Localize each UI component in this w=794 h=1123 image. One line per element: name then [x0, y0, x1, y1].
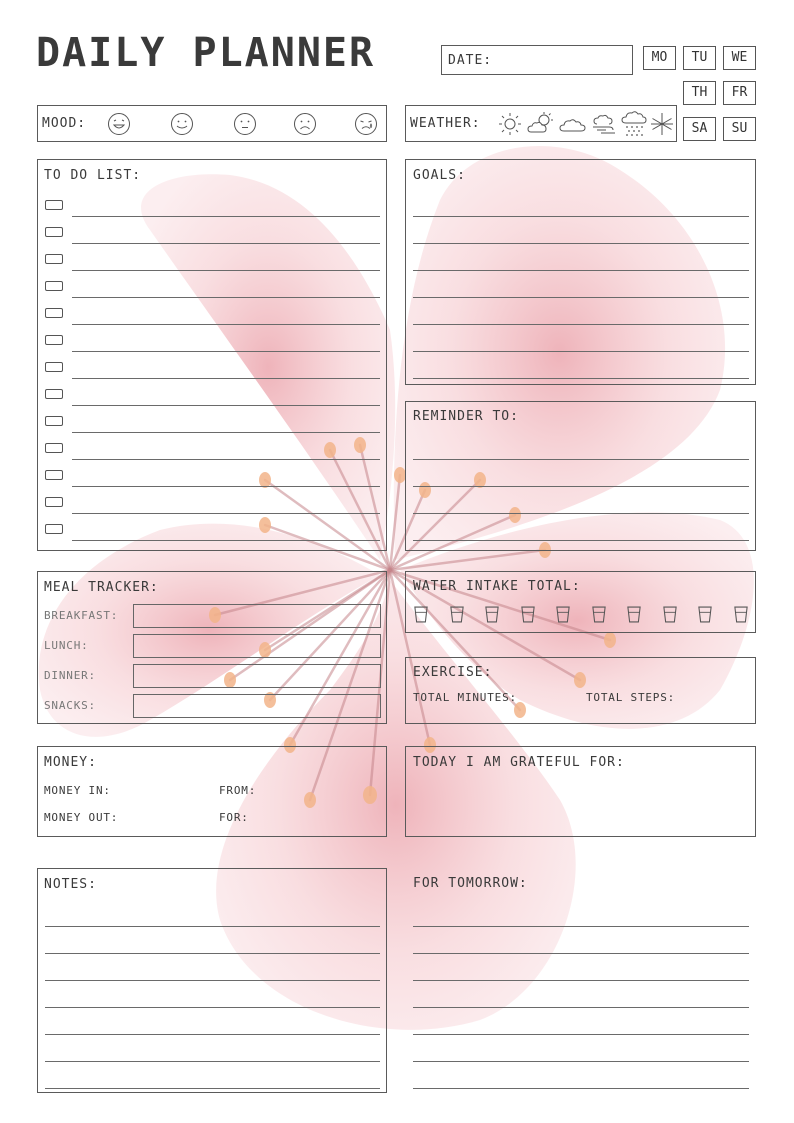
tomorrow-line[interactable]	[413, 953, 749, 954]
breakfast-field[interactable]	[133, 604, 381, 628]
todo-line[interactable]	[72, 216, 380, 217]
snacks-field[interactable]	[133, 694, 381, 718]
water-cup-icon[interactable]	[556, 606, 570, 623]
tomorrow-line[interactable]	[413, 926, 749, 927]
money-for-label[interactable]: FOR:	[219, 811, 249, 824]
sun-icon[interactable]	[498, 112, 522, 136]
meal-title: MEAL TRACKER:	[44, 580, 159, 595]
breakfast-label: BREAKFAST:	[44, 609, 119, 622]
water-cup-icon[interactable]	[450, 606, 464, 623]
todo-checkbox[interactable]	[45, 254, 63, 264]
sad-face-icon[interactable]	[293, 112, 317, 136]
goals-line[interactable]	[413, 324, 749, 325]
laughing-face-icon[interactable]	[107, 112, 131, 136]
goals-line[interactable]	[413, 243, 749, 244]
water-intake-section	[405, 571, 756, 633]
todo-checkbox[interactable]	[45, 470, 63, 480]
water-cup-icon[interactable]	[485, 606, 499, 623]
sun-cloud-icon[interactable]	[527, 112, 555, 136]
dinner-label: DINNER:	[44, 669, 96, 682]
reminder-title: REMINDER TO:	[413, 409, 519, 424]
dinner-field[interactable]	[133, 664, 381, 688]
notes-line[interactable]	[45, 953, 380, 954]
todo-line[interactable]	[72, 540, 380, 541]
weather-section	[405, 105, 677, 142]
day-mo[interactable]: MO	[643, 46, 676, 70]
exercise-title: EXERCISE:	[413, 665, 493, 680]
water-cup-icon[interactable]	[698, 606, 712, 623]
todo-checkbox[interactable]	[45, 335, 63, 345]
day-tu[interactable]: TU	[683, 46, 716, 70]
total-minutes-label[interactable]: TOTAL MINUTES:	[413, 691, 517, 704]
day-sa[interactable]: SA	[683, 117, 716, 141]
todo-line[interactable]	[72, 513, 380, 514]
money-from-label[interactable]: FROM:	[219, 784, 257, 797]
reminder-line[interactable]	[413, 513, 749, 514]
todo-line[interactable]	[72, 351, 380, 352]
todo-line[interactable]	[72, 297, 380, 298]
day-we[interactable]: WE	[723, 46, 756, 70]
page-title: DAILY PLANNER	[36, 30, 376, 76]
tomorrow-line[interactable]	[413, 1088, 749, 1089]
mood-label: MOOD:	[42, 116, 87, 131]
total-steps-label[interactable]: TOTAL STEPS:	[586, 691, 676, 704]
todo-checkbox[interactable]	[45, 281, 63, 291]
water-cup-icon[interactable]	[414, 606, 428, 623]
goals-line[interactable]	[413, 270, 749, 271]
snow-rain-icon[interactable]	[621, 110, 647, 138]
goals-line[interactable]	[413, 216, 749, 217]
todo-section	[37, 159, 387, 551]
money-in-label[interactable]: MONEY IN:	[44, 784, 111, 797]
todo-line[interactable]	[72, 270, 380, 271]
tomorrow-line[interactable]	[413, 1034, 749, 1035]
money-out-label[interactable]: MONEY OUT:	[44, 811, 119, 824]
money-section	[37, 746, 387, 837]
notes-line[interactable]	[45, 1034, 380, 1035]
tomorrow-line[interactable]	[413, 1061, 749, 1062]
crying-face-icon[interactable]	[354, 112, 378, 136]
tomorrow-title: FOR TOMORROW:	[413, 876, 528, 891]
windy-icon[interactable]	[591, 112, 619, 136]
todo-checkbox[interactable]	[45, 200, 63, 210]
day-fr[interactable]: FR	[723, 81, 756, 105]
todo-checkbox[interactable]	[45, 497, 63, 507]
todo-line[interactable]	[72, 324, 380, 325]
date-field[interactable]	[441, 45, 633, 75]
cloud-icon[interactable]	[559, 112, 587, 136]
money-title: MONEY:	[44, 755, 97, 770]
todo-line[interactable]	[72, 459, 380, 460]
notes-title: NOTES:	[44, 877, 97, 892]
todo-line[interactable]	[72, 378, 380, 379]
water-cup-icon[interactable]	[521, 606, 535, 623]
todo-checkbox[interactable]	[45, 389, 63, 399]
water-title: WATER INTAKE TOTAL:	[413, 579, 581, 594]
todo-checkbox[interactable]	[45, 443, 63, 453]
weather-label: WEATHER:	[410, 116, 481, 131]
meal-tracker-section	[37, 571, 387, 724]
reminder-section	[405, 401, 756, 551]
day-th[interactable]: TH	[683, 81, 716, 105]
todo-line[interactable]	[72, 405, 380, 406]
goals-line[interactable]	[413, 351, 749, 352]
date-label: DATE:	[448, 53, 493, 68]
todo-line[interactable]	[72, 432, 380, 433]
todo-line[interactable]	[72, 243, 380, 244]
exercise-section	[405, 657, 756, 724]
tomorrow-line[interactable]	[413, 1007, 749, 1008]
goals-line[interactable]	[413, 378, 749, 379]
lunch-field[interactable]	[133, 634, 381, 658]
water-cup-icon[interactable]	[627, 606, 641, 623]
todo-checkbox[interactable]	[45, 416, 63, 426]
lunch-label: LUNCH:	[44, 639, 89, 652]
water-cup-icon[interactable]	[592, 606, 606, 623]
snowflake-icon[interactable]	[650, 112, 674, 136]
day-su[interactable]: SU	[723, 117, 756, 141]
reminder-line[interactable]	[413, 540, 749, 541]
todo-checkbox[interactable]	[45, 524, 63, 534]
neutral-face-icon[interactable]	[233, 112, 257, 136]
todo-checkbox[interactable]	[45, 227, 63, 237]
todo-title: TO DO LIST:	[44, 168, 142, 183]
water-cup-icon[interactable]	[663, 606, 677, 623]
todo-checkbox[interactable]	[45, 308, 63, 318]
todo-line[interactable]	[72, 486, 380, 487]
goals-line[interactable]	[413, 297, 749, 298]
snacks-label: SNACKS:	[44, 699, 96, 712]
goals-title: GOALS:	[413, 168, 466, 183]
water-cup-icon[interactable]	[734, 606, 748, 623]
smiling-face-icon[interactable]	[170, 112, 194, 136]
todo-checkbox[interactable]	[45, 362, 63, 372]
notes-line[interactable]	[45, 1088, 380, 1089]
tomorrow-line[interactable]	[413, 980, 749, 981]
notes-line[interactable]	[45, 1061, 380, 1062]
notes-line[interactable]	[45, 980, 380, 981]
reminder-line[interactable]	[413, 486, 749, 487]
grateful-section[interactable]	[405, 746, 756, 837]
mood-section	[37, 105, 387, 142]
reminder-line[interactable]	[413, 459, 749, 460]
notes-line[interactable]	[45, 926, 380, 927]
notes-line[interactable]	[45, 1007, 380, 1008]
grateful-title: TODAY I AM GRATEFUL FOR:	[413, 755, 625, 770]
